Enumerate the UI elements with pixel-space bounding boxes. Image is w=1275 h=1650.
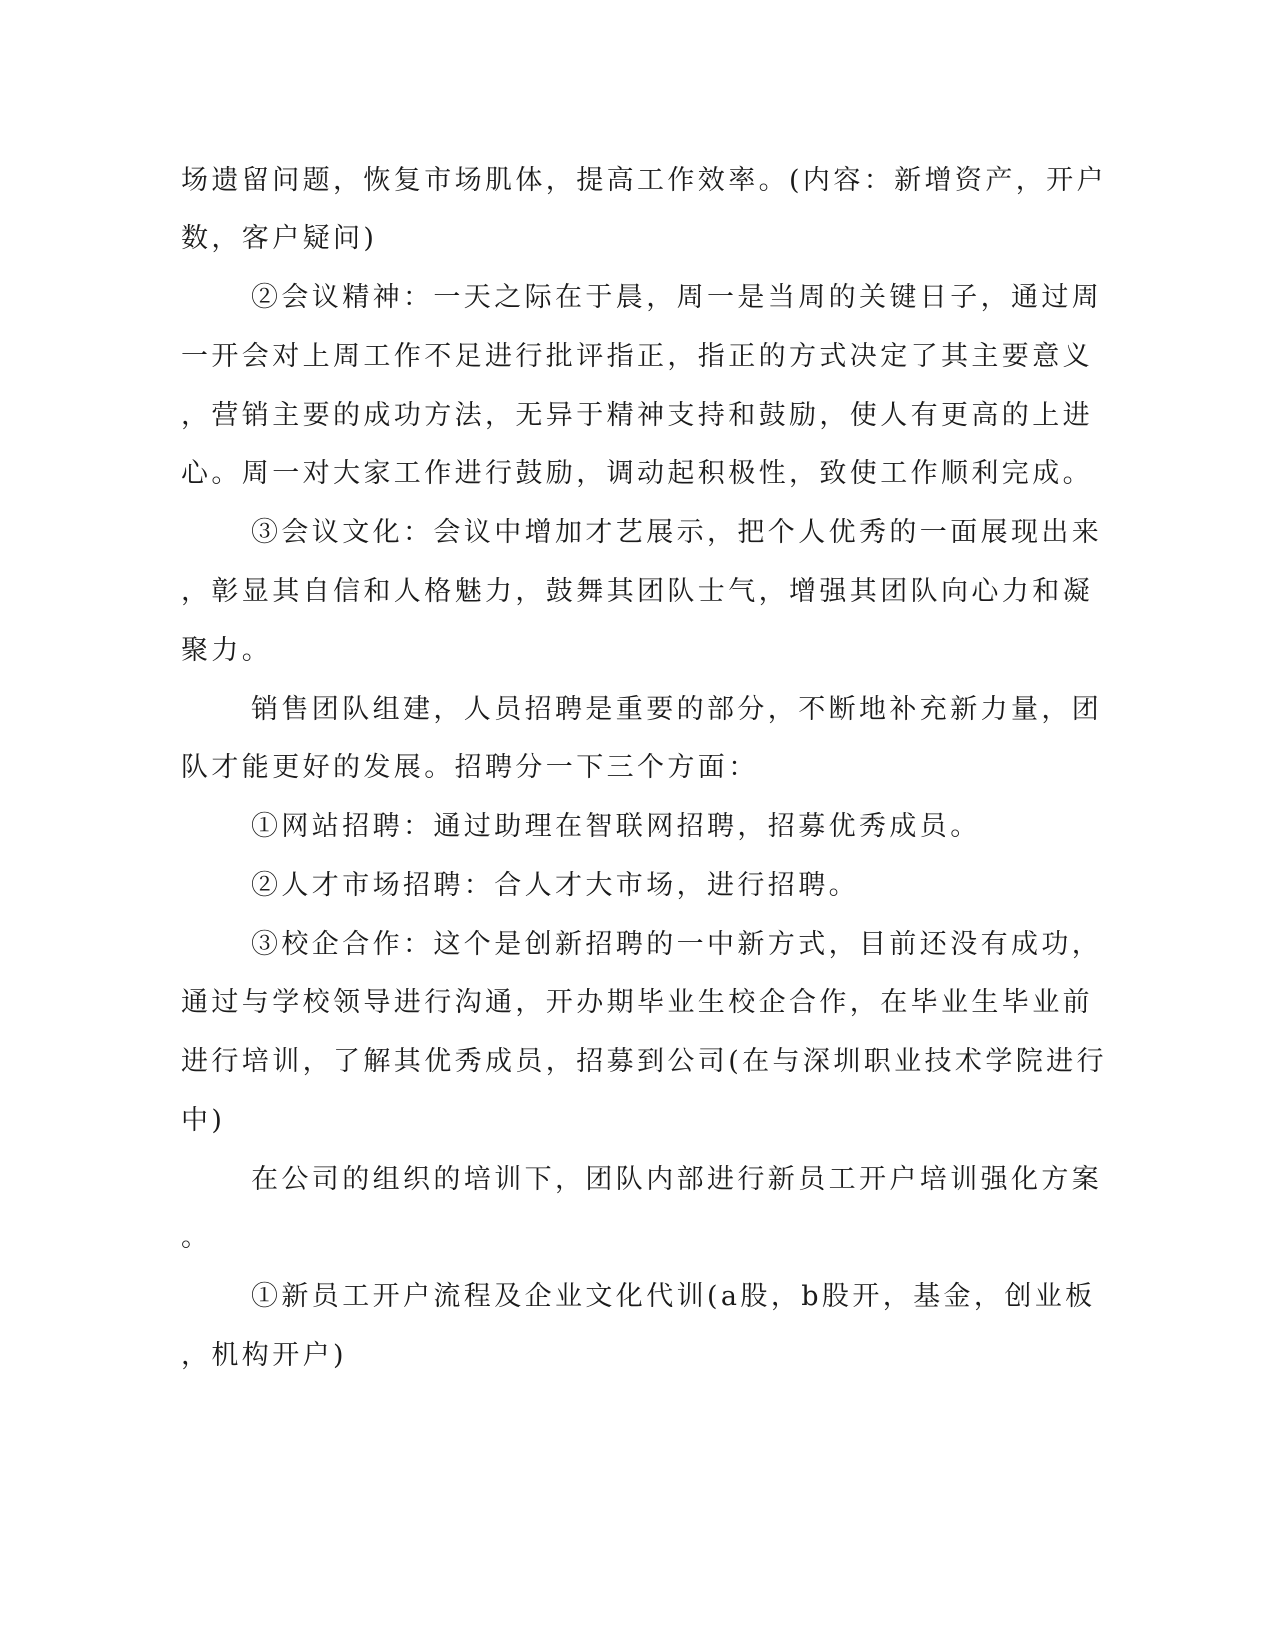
- text-line: 聚力。: [181, 635, 273, 666]
- text-line: 进行培训，了解其优秀成员，招募到公司(在与深圳职业技术学院进行: [181, 1046, 1107, 1077]
- text-line: ①新员工开户流程及企业文化代训(a股，b股开，基金，创业板: [251, 1281, 1096, 1312]
- text-line: 销售团队组建，人员招聘是重要的部分，不断地补充新力量，团: [251, 694, 1103, 725]
- text-line: ，彰显其自信和人格魅力，鼓舞其团队士气，增强其团队向心力和凝: [181, 576, 1093, 607]
- text-line: 队才能更好的发展。招聘分一下三个方面：: [181, 752, 759, 783]
- text-line: ，机构开户): [181, 1340, 347, 1371]
- text-line: 数，客户疑问): [181, 223, 378, 254]
- text-line: 场遗留问题，恢复市场肌体，提高工作效率。(内容：新增资产，开户: [181, 165, 1107, 196]
- text-line: 通过与学校领导进行沟通，开办期毕业生校企合作，在毕业生毕业前: [181, 987, 1093, 1018]
- text-line: ③会议文化：会议中增加才艺展示，把个人优秀的一面展现出来: [251, 517, 1103, 548]
- text-line: 。: [181, 1222, 212, 1253]
- text-line: ②人才市场招聘：合人才大市场，进行招聘。: [251, 870, 859, 901]
- text-line: 一开会对上周工作不足进行批评指正，指正的方式决定了其主要意义: [181, 341, 1093, 372]
- text-line: ③校企合作：这个是创新招聘的一中新方式，目前还没有成功，: [251, 929, 1103, 960]
- text-line: 在公司的组织的培训下，团队内部进行新员工开户培训强化方案: [251, 1164, 1103, 1195]
- text-line: ①网站招聘：通过助理在智联网招聘，招募优秀成员。: [251, 811, 981, 842]
- text-line: ②会议精神：一天之际在于晨，周一是当周的关键日子，通过周: [251, 282, 1103, 313]
- text-line: 心。周一对大家工作进行鼓励，调动起积极性，致使工作顺利完成。: [181, 458, 1093, 489]
- text-line: ，营销主要的成功方法，无异于精神支持和鼓励，使人有更高的上进: [181, 400, 1093, 431]
- text-line: 中): [181, 1105, 226, 1136]
